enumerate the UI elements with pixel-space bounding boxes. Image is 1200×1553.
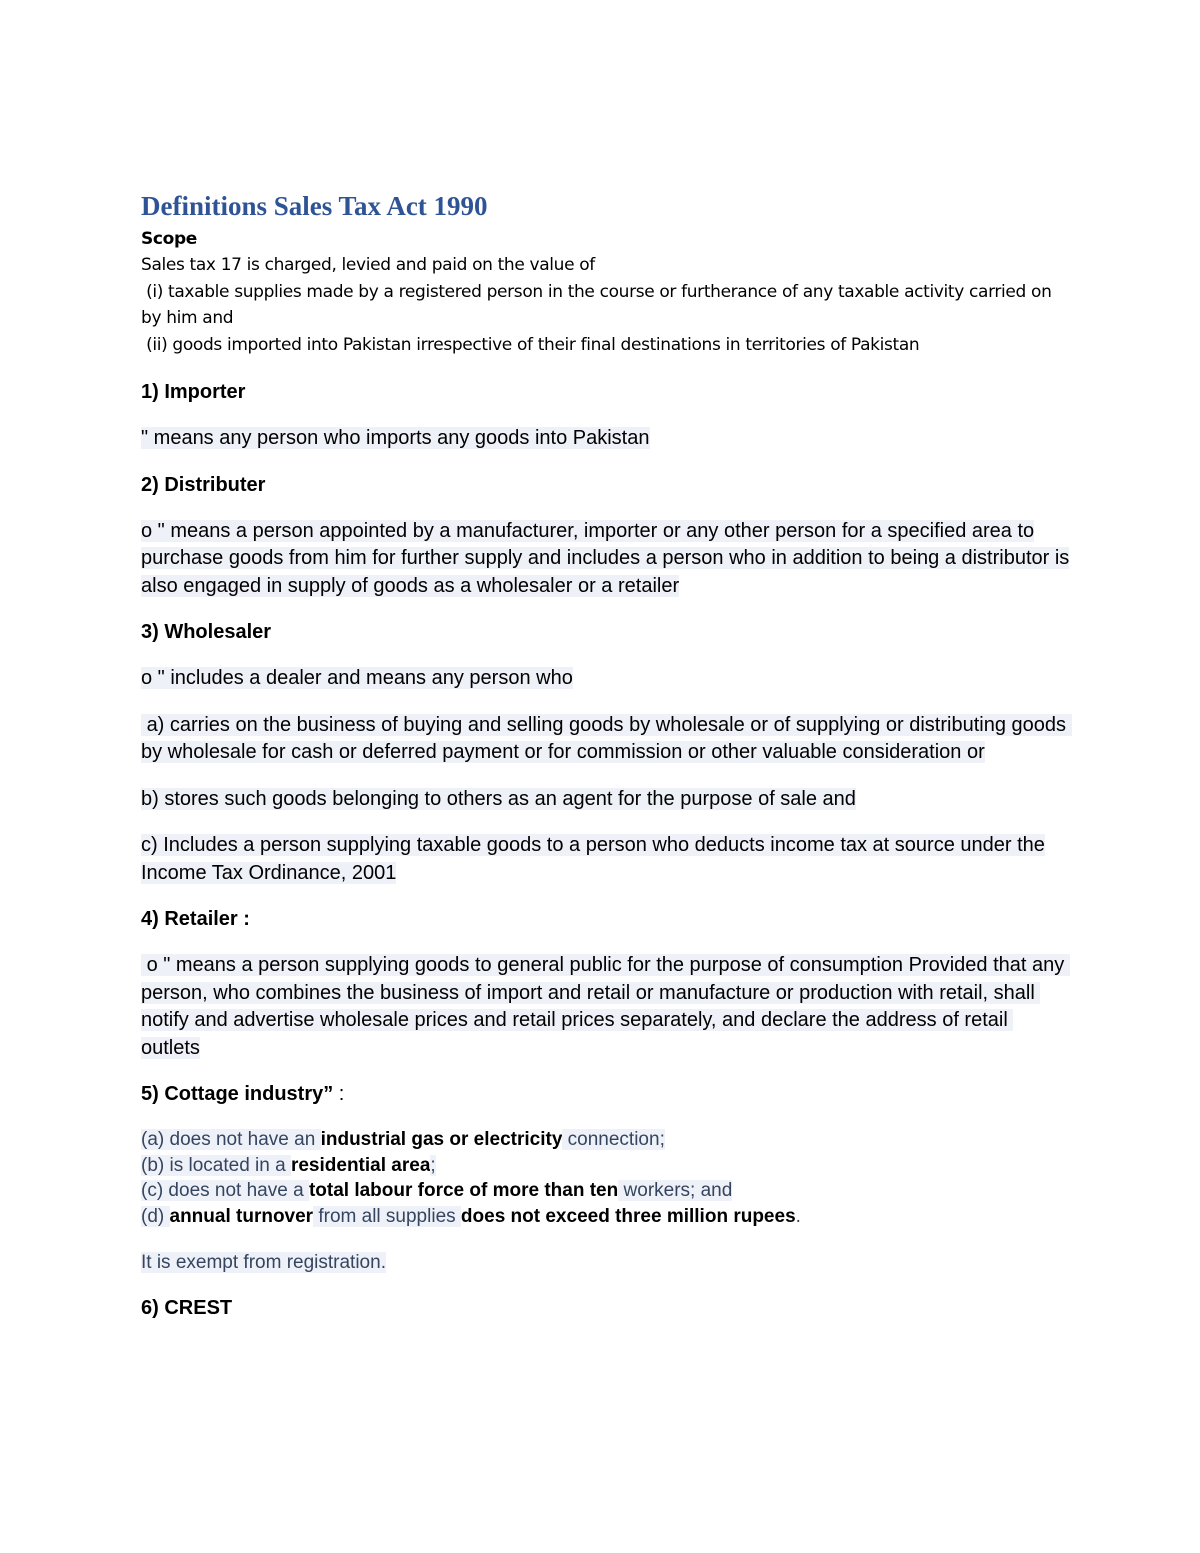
distributer-definition-text: o " means a person appointed by a manufacturer, importer or any other person for a specified area to purchase goods from him for further supply and includes a person who in addition to being a distributor is also engaged in supply of goods as a wholesaler or a retailer — [141, 519, 1070, 597]
cottage-d-bold-1: annual turnover — [169, 1206, 314, 1228]
distributer-heading: 2) Distributer — [141, 473, 266, 496]
wholesaler-intro — [141, 665, 1071, 693]
cottage-condition-c — [141, 1178, 1071, 1204]
cottage-c-post: workers; and — [618, 1180, 733, 1202]
cottage-a-bold: industrial gas or electricity — [320, 1129, 563, 1151]
cottage-industry-heading-suffix: : — [333, 1083, 345, 1106]
importer-definition-text: " means any person who imports any goods into Pakistan — [141, 427, 650, 450]
cottage-d-pre: (d) — [141, 1206, 170, 1228]
wholesaler-clause-b-text: b) stores such goods belonging to others as an agent for the purpose of sale and — [141, 787, 856, 810]
wholesaler-clause-b — [141, 786, 1071, 814]
retailer-definition — [141, 952, 1071, 1062]
cottage-a-pre: (a) does not have an — [141, 1129, 321, 1151]
cottage-a-post: connection; — [562, 1129, 665, 1151]
scope-line-intro: Sales tax 17 is charged, levied and paid on the value of — [141, 255, 595, 276]
cottage-exempt-text: It is exempt from registration. — [141, 1251, 386, 1273]
retailer-heading: 4) Retailer : — [141, 908, 250, 931]
cottage-d-bold-2: does not exceed three million rupees — [460, 1206, 796, 1228]
scope-line-ii: (ii) goods imported into Pakistan irrespective of their final destinations in territories of Pakistan — [141, 334, 920, 355]
importer-heading: 1) Importer — [141, 381, 246, 404]
cottage-condition-d — [141, 1204, 1071, 1230]
cottage-condition-b — [141, 1153, 1071, 1179]
cottage-industry-conditions — [141, 1127, 1071, 1230]
importer-definition — [141, 425, 1071, 453]
document-page — [141, 188, 1071, 1322]
scope-line-i: (i) taxable supplies made by a registered person in the course or furtherance of any taxable activity carried on by him and — [141, 281, 1057, 329]
wholesaler-clause-c-text: c) Includes a person supplying taxable goods to a person who deducts income tax at source under the Income Tax Ordinance, 2001 — [141, 834, 1045, 884]
wholesaler-clause-a-text: a) carries on the business of buying and selling goods by wholesale or of supplying or distributing goods by wholesale for cash or deferred payment or for commission or other valuable consideration or — [141, 713, 1072, 764]
cottage-c-bold: total labour force of more than ten — [308, 1180, 619, 1202]
cottage-d-mid: from all supplies — [313, 1206, 461, 1228]
cottage-condition-a — [141, 1127, 1071, 1153]
cottage-b-pre: (b) is located in a — [141, 1154, 291, 1176]
cottage-exempt-note — [141, 1250, 1071, 1276]
crest-heading: 6) CREST — [141, 1296, 233, 1319]
wholesaler-intro-text: o " includes a dealer and means any person who — [141, 667, 573, 690]
wholesaler-clause-c — [141, 832, 1071, 887]
cottage-industry-heading — [141, 1081, 1071, 1108]
scope-section — [141, 226, 1071, 358]
retailer-definition-text: o " means a person supplying goods to general public for the purpose of consumption Provided that any person, who combines the business of import and retail or manufacture or production with retail, shall notify and advertise wholesale prices and retail prices separately, and declare the address of retail outlets — [141, 954, 1070, 1059]
distributer-definition — [141, 518, 1071, 601]
cottage-d-post: . — [795, 1206, 801, 1228]
cottage-b-post: ; — [430, 1154, 436, 1176]
cottage-industry-heading-text: 5) Cottage industry” — [141, 1083, 334, 1106]
wholesaler-clause-a — [141, 712, 1071, 767]
document-title: Definitions Sales Tax Act 1990 — [141, 191, 488, 221]
scope-heading: Scope — [141, 229, 197, 249]
cottage-c-pre: (c) does not have a — [141, 1180, 309, 1202]
cottage-b-bold: residential area — [290, 1154, 431, 1176]
wholesaler-heading: 3) Wholesaler — [141, 621, 272, 644]
